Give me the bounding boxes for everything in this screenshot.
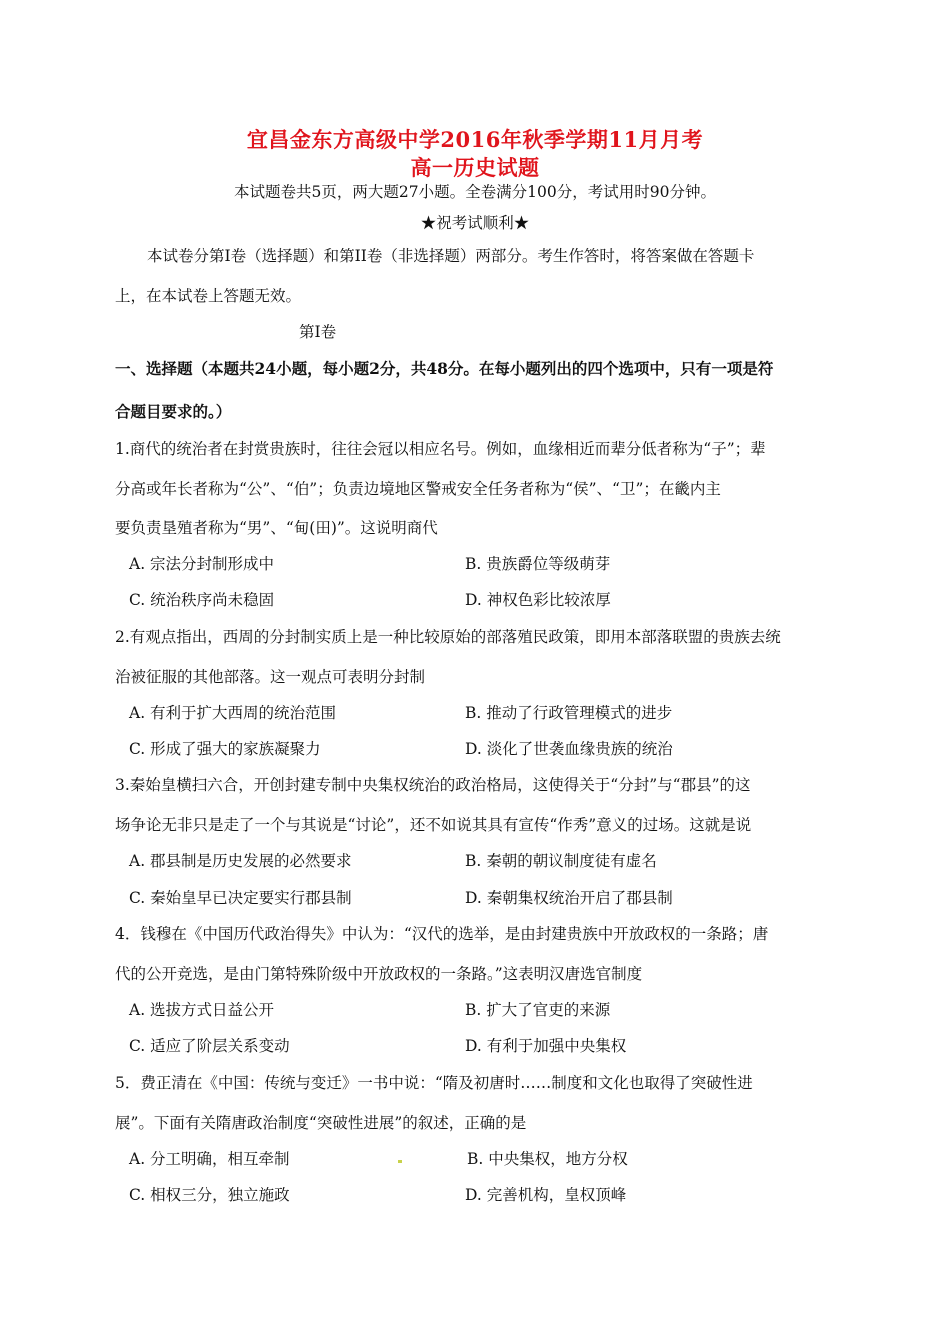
question-5-line-2: 展”。下面有关隋唐政治制度“突破性进展”的叙述，正确的是 [115, 1114, 527, 1132]
question-1-line-2: 分高或年长者称为“公”、“伯”；负责边境地区警戒安全任务者称为“侯”、“卫”；在畿内主 [115, 480, 721, 498]
volume-label: 第Ⅰ卷 [299, 323, 337, 341]
question-1-option-c: C. 统治秩序尚未稳固 [129, 591, 275, 609]
question-3-line-1: 3.秦始皇横扫六合，开创封建专制中央集权统治的政治格局，这使得关于“分封”与“郡县”的这 [115, 776, 751, 794]
intro-line-1: 本试卷分第Ⅰ卷（选择题）和第II卷（非选择题）两部分。考生作答时，将答案做在答题卡 [147, 247, 755, 265]
question-1-line-3: 要负责垦殖者称为“男”、“甸(田)”。这说明商代 [115, 519, 438, 537]
question-1-option-b: B. 贵族爵位等级萌芽 [465, 555, 611, 573]
question-5-option-c: C. 相权三分，独立施政 [129, 1186, 290, 1204]
intro-line-2: 上，在本试卷上答题无效。 [115, 287, 302, 305]
stray-mark [398, 1160, 402, 1163]
section-heading-line-2: 合题目要求的。） [115, 402, 232, 421]
question-2-option-b: B. 推动了行政管理模式的进步 [465, 704, 673, 722]
question-4-option-a: A. 选拔方式日益公开 [129, 1001, 275, 1019]
question-3-line-2: 场争论无非只是走了一个与其说是“讨论”，还不如说其具有宣传“作秀”意义的过场。这就是说 [115, 816, 752, 834]
question-2-line-2: 治被征服的其他部落。这一观点可表明分封制 [115, 668, 426, 686]
question-5-option-d: D. 完善机构，皇权顶峰 [465, 1186, 627, 1204]
good-luck-wish: ★祝考试顺利★ [420, 214, 530, 232]
question-4-line-1: 4．钱穆在《中国历代政治得失》中认为：“汉代的选举，是由封建贵族中开放政权的一条路；唐 [115, 925, 769, 943]
question-1-line-1: 1.商代的统治者在封赏贵族时，往往会冠以相应名号。例如，血缘相近而辈分低者称为“子”；辈 [115, 440, 766, 458]
question-5-line-1: 5．费正清在《中国：传统与变迁》一书中说：“隋及初唐时……制度和文化也取得了突破性进 [115, 1074, 753, 1092]
question-3-option-d: D. 秦朝集权统治开启了郡县制 [465, 889, 673, 907]
question-1-option-a: A. 宗法分封制形成中 [129, 555, 275, 573]
exam-info: 本试题卷共5页，两大题27小题。全卷满分100分，考试用时90分钟。 [234, 183, 716, 201]
question-5-option-b: B. 中央集权，地方分权 [467, 1150, 628, 1168]
question-2-line-1: 2.有观点指出，西周的分封制实质上是一种比较原始的部落殖民政策，即用本部落联盟的贵族去统 [115, 628, 781, 646]
question-4-option-b: B. 扩大了官吏的来源 [465, 1001, 611, 1019]
question-4-option-d: D. 有利于加强中央集权 [465, 1037, 627, 1055]
question-4-option-c: C. 适应了阶层关系变动 [129, 1037, 290, 1055]
question-2-option-c: C. 形成了强大的家族凝聚力 [129, 740, 321, 758]
exam-title-line1: 宜昌金东方高级中学2016年秋季学期11月月考 [246, 127, 704, 152]
question-5-option-a: A. 分工明确，相互牵制 [129, 1150, 290, 1168]
exam-title-line2: 高一历史试题 [410, 155, 540, 180]
question-4-line-2: 代的公开竞选，是由门第特殊阶级中开放政权的一条路。”这表明汉唐选官制度 [115, 965, 643, 983]
question-1-option-d: D. 神权色彩比较浓厚 [465, 591, 611, 609]
question-3-option-c: C. 秦始皇早已决定要实行郡县制 [129, 889, 352, 907]
question-3-option-b: B. 秦朝的朝议制度徒有虚名 [465, 852, 657, 870]
section-heading-line-1: 一、选择题（本题共24小题，每小题2分，共48分。在每小题列出的四个选项中，只有一项是符 [115, 359, 774, 378]
question-2-option-d: D. 淡化了世袭血缘贵族的统治 [465, 740, 673, 758]
question-3-option-a: A. 郡县制是历史发展的必然要求 [129, 852, 352, 870]
question-2-option-a: A. 有利于扩大西周的统治范围 [129, 704, 337, 722]
